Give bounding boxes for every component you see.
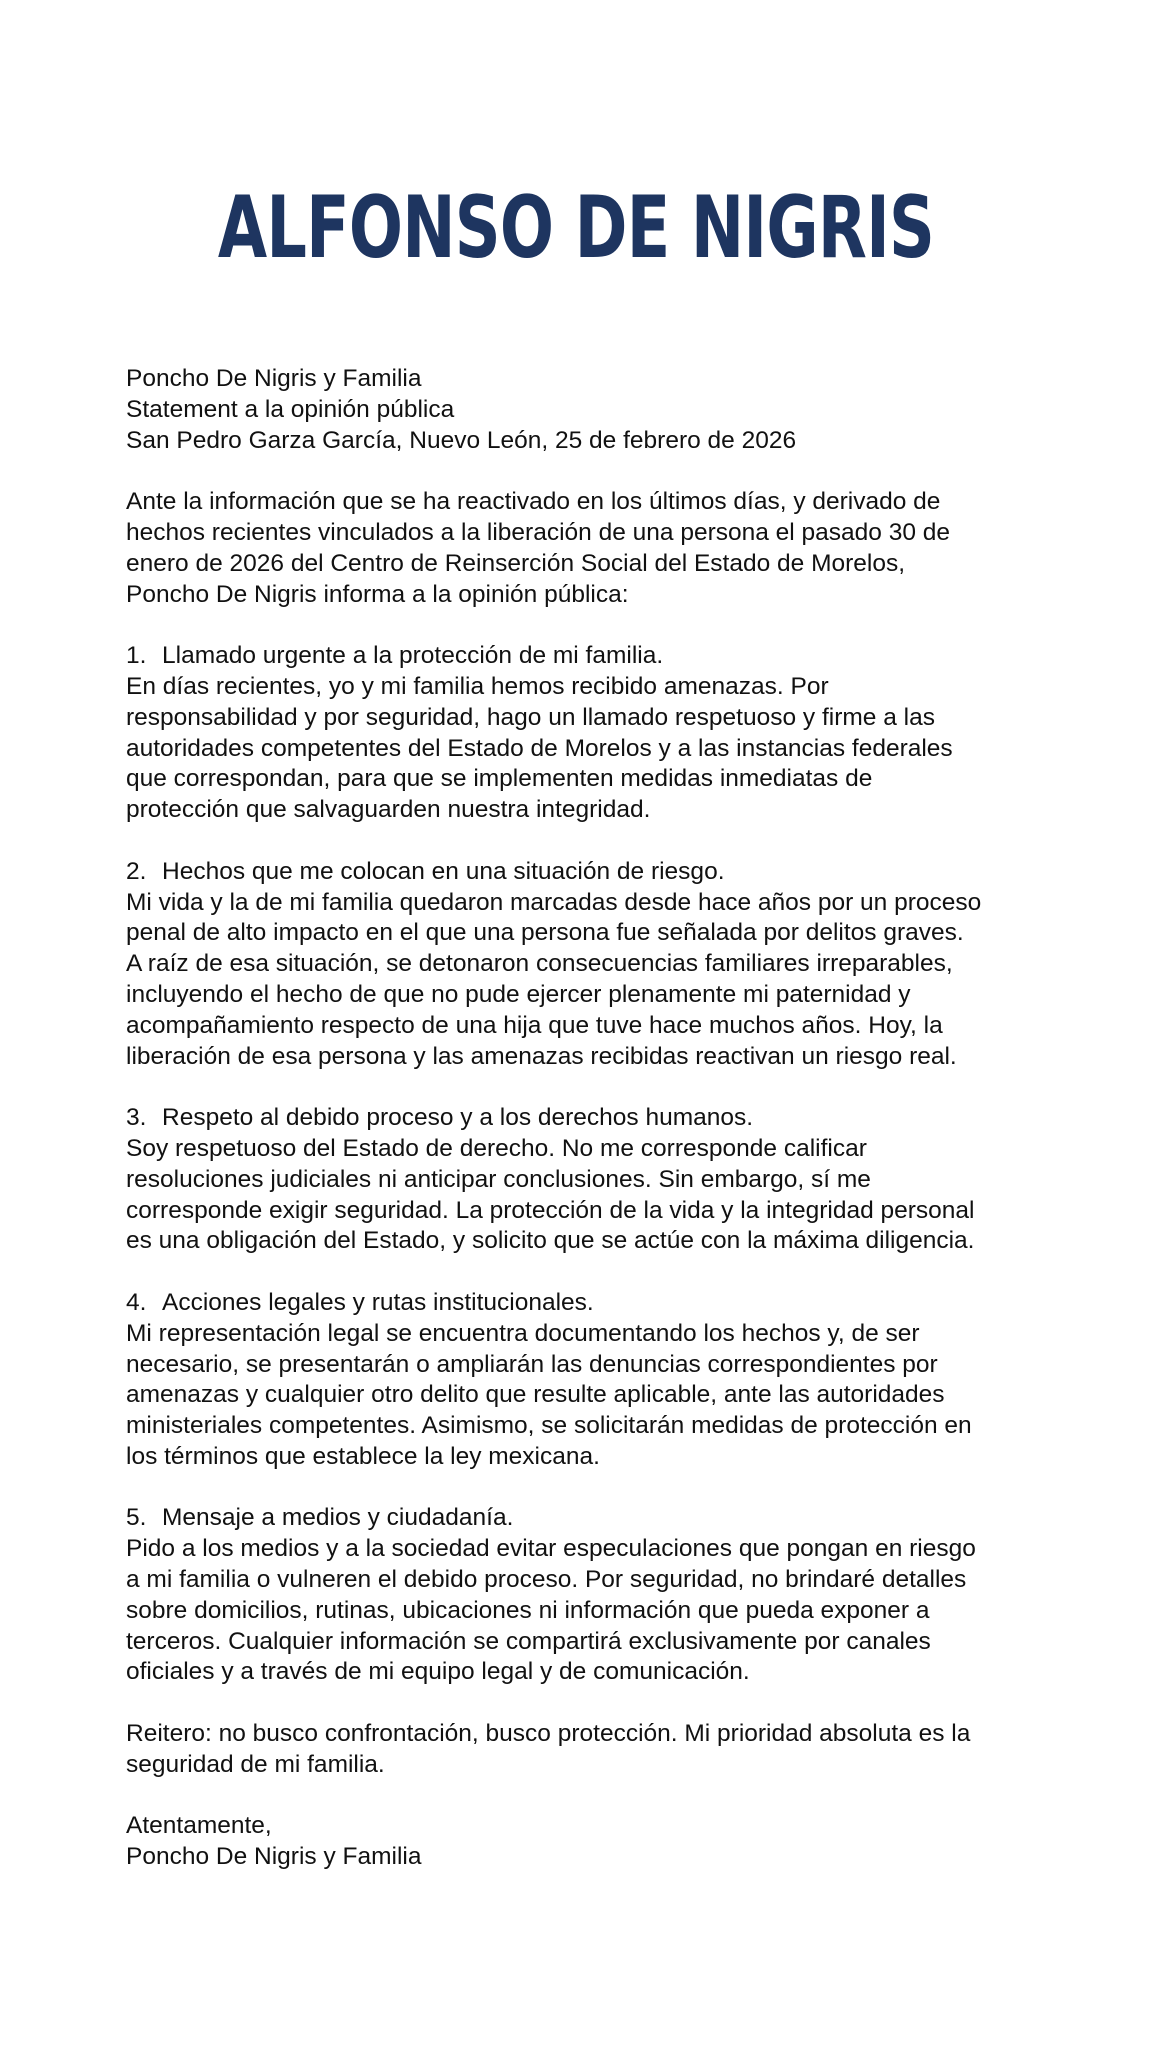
section-line: penal de alto impacto en el que una persona fue señalada por delitos graves. [126, 919, 964, 947]
closing-statement [126, 1719, 1046, 1781]
brand-title: ALFONSO DE NIGRIS [217, 178, 935, 278]
salutation: Atentamente, [126, 1812, 272, 1840]
section-line: terceros. Cualquier información se compartirá exclusivamente por canales [126, 1627, 931, 1655]
closing-line: seguridad de mi familia. [126, 1750, 385, 1778]
section-heading [126, 1288, 1046, 1319]
section-title: Hechos que me colocan en una situación de riesgo. [162, 857, 725, 885]
section-5 [126, 1503, 1046, 1688]
signoff [126, 1811, 1046, 1873]
section-4 [126, 1288, 1046, 1473]
section-line: liberación de esa persona y las amenazas recibidas reactivan un riesgo real. [126, 1042, 957, 1070]
section-line: oficiales y a través de mi equipo legal y de comunicación. [126, 1658, 750, 1686]
section-line: acompañamiento respecto de una hija que tuve hace muchos años. Hoy, la [126, 1011, 943, 1039]
section-line: amenazas y cualquier otro delito que resulte aplicable, ante las autoridades [126, 1381, 945, 1409]
section-heading [126, 1503, 1046, 1534]
section-line: En días recientes, yo y mi familia hemos recibido amenazas. Por [126, 672, 829, 700]
section-line: corresponde exigir seguridad. La protección de la vida y la integridad personal [126, 1196, 975, 1224]
letter-header [126, 364, 1046, 456]
section-line: sobre domicilios, rutinas, ubicaciones ni información que pueda exponer a [126, 1596, 930, 1624]
closing-line: Reitero: no busco confrontación, busco protección. Mi prioridad absoluta es la [126, 1720, 971, 1748]
section-line: Mi vida y la de mi familia quedaron marcadas desde hace años por un proceso [126, 888, 982, 916]
section-line: incluyendo el hecho de que no pude ejercer plenamente mi paternidad y [126, 980, 911, 1008]
intro-line: hechos recientes vinculados a la liberación de una persona el pasado 30 de [126, 518, 951, 546]
section-line: responsabilidad y por seguridad, hago un llamado respetuoso y firme a las [126, 703, 935, 731]
section-3 [126, 1103, 1046, 1257]
section-heading [126, 641, 1046, 672]
section-title: Respeto al debido proceso y a los derechos humanos. [162, 1104, 754, 1132]
section-1 [126, 641, 1046, 826]
section-number: 3. [126, 1104, 147, 1132]
section-number: 4. [126, 1288, 147, 1316]
statement-body [126, 364, 1046, 1904]
section-2 [126, 857, 1046, 1073]
section-title: Mensaje a medios y ciudadanía. [162, 1504, 514, 1532]
header-subject: Statement a la opinión pública [126, 395, 455, 423]
section-line: es una obligación del Estado, y solicito que se actúe con la máxima diligencia. [126, 1227, 975, 1255]
section-line: Soy respetuoso del Estado de derecho. No me corresponde calificar [126, 1134, 867, 1162]
signature: Poncho De Nigris y Familia [126, 1843, 422, 1871]
section-line: Pido a los medios y a la sociedad evitar especulaciones que pongan en riesgo [126, 1535, 976, 1563]
section-line: necesario, se presentarán o ampliarán las denuncias correspondientes por [126, 1350, 938, 1378]
section-line: ministeriales competentes. Asimismo, se solicitarán medidas de protección en [126, 1412, 972, 1440]
header-place-date: San Pedro Garza García, Nuevo León, 25 de febrero de 2026 [126, 426, 797, 454]
section-line: Mi representación legal se encuentra documentando los hechos y, de ser [126, 1319, 920, 1347]
section-line: A raíz de esa situación, se detonaron consecuencias familiares irreparables, [126, 950, 953, 978]
intro-line: enero de 2026 del Centro de Reinserción Social del Estado de Morelos, [126, 549, 906, 577]
section-number: 5. [126, 1504, 147, 1532]
section-line: resoluciones judiciales ni anticipar conclusiones. Sin embargo, sí me [126, 1165, 871, 1193]
section-title: Llamado urgente a la protección de mi familia. [162, 642, 664, 670]
intro-line: Poncho De Nigris informa a la opinión pública: [126, 580, 629, 608]
intro-line: Ante la información que se ha reactivado en los últimos días, y derivado de [126, 488, 941, 516]
section-heading [126, 857, 1046, 888]
section-line: a mi familia o vulneren el debido proceso. Por seguridad, no brindaré detalles [126, 1566, 967, 1594]
intro-paragraph [126, 487, 1046, 610]
section-line: autoridades competentes del Estado de Morelos y a las instancias federales [126, 734, 953, 762]
section-number: 2. [126, 857, 147, 885]
section-line: protección que salvaguarden nuestra integridad. [126, 796, 651, 824]
header-from: Poncho De Nigris y Familia [126, 365, 422, 392]
section-title: Acciones legales y rutas institucionales. [162, 1288, 594, 1316]
section-number: 1. [126, 642, 147, 670]
section-heading [126, 1103, 1046, 1134]
section-line: los términos que establece la ley mexicana. [126, 1442, 600, 1470]
section-line: que correspondan, para que se implementen medidas inmediatas de [126, 765, 873, 793]
